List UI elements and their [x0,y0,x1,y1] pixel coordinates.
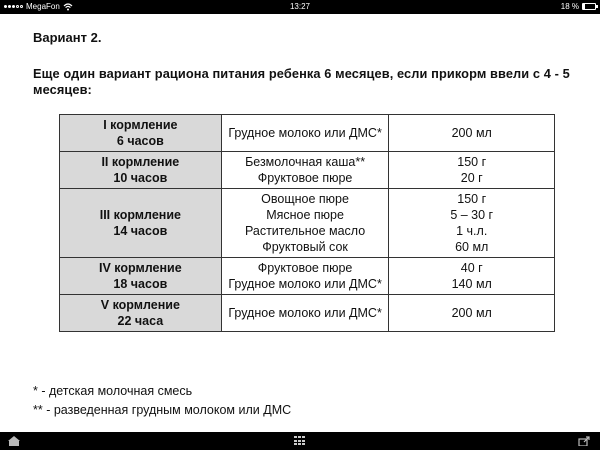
amount-cell [389,295,555,332]
food-cell-line: Растительное масло [244,224,366,238]
share-icon[interactable] [578,436,590,446]
grid-icon[interactable] [294,436,306,446]
amount-cell-line: 1 ч.л. [456,224,488,238]
status-bar [0,0,600,14]
table-row [60,295,555,332]
feeding-cell-line: IV кормление [99,261,182,275]
amount-cell [389,115,555,152]
battery-percent: 18 % [560,2,579,11]
food-cell-line: Грудное молоко или ДМС* [228,126,382,140]
feeding-cell-line: V кормление [100,298,180,312]
amount-cell-line: 200 мл [451,126,492,140]
home-icon[interactable] [8,436,20,446]
clock: 13:27 [289,2,311,11]
food-cell [221,295,389,332]
footnote: * - детская молочная смесь [33,384,193,398]
feeding-cell-line: 22 часа [117,314,164,328]
feeding-table [59,114,555,332]
amount-cell [389,189,555,258]
feeding-cell-line: II кормление [101,155,180,169]
feeding-cell-line: 10 часов [113,171,168,185]
food-cell [221,258,389,295]
food-cell [221,115,389,152]
feeding-cell-line: 14 часов [113,224,168,238]
feeding-cell [60,258,222,295]
food-cell-line: Овощное пюре [261,192,349,206]
amount-cell-line: 40 г [460,261,483,275]
amount-cell-line: 150 г [457,192,487,206]
feeding-cell [60,189,222,258]
amount-cell-line: 60 мл [455,240,489,254]
table-row [60,189,555,258]
amount-cell-line: 140 мл [451,277,492,291]
amount-cell-line: 20 г [460,171,483,185]
battery-icon [582,3,596,10]
intro-text: Еще один вариант рациона питания ребенка 6 месяцев, если прикорм ввели с 4 - 5 месяцев: [33,66,570,97]
food-cell-line: Грудное молоко или ДМС* [228,306,382,320]
document-page [0,14,600,432]
amount-cell [389,258,555,295]
footnote: ** - разведенная грудным молоком или ДМС [33,403,292,417]
food-cell [221,152,389,189]
amount-cell [389,152,555,189]
feeding-cell [60,115,222,152]
feeding-cell [60,152,222,189]
battery-area [561,2,596,11]
food-cell-line: Фруктовое пюре [257,171,353,185]
amount-cell-line: 200 мл [451,306,492,320]
food-cell-line: Безмолочная каша** [245,155,366,169]
table-row [60,115,555,152]
page-title: Вариант 2. [33,30,102,45]
feeding-cell-line: I кормление [103,118,178,132]
food-cell [221,189,389,258]
table-row [60,152,555,189]
food-cell-line: Грудное молоко или ДМС* [228,277,382,291]
feeding-cell [60,295,222,332]
feeding-cell-line: 6 часов [116,134,164,148]
amount-cell-line: 5 – 30 г [450,208,494,222]
feeding-cell-line: III кормление [99,208,181,222]
bottom-toolbar [0,432,600,450]
food-cell-line: Фруктовый сок [262,240,348,254]
feeding-cell-line: 18 часов [113,277,168,291]
food-cell-line: Мясное пюре [266,208,344,222]
table-row [60,258,555,295]
amount-cell-line: 150 г [457,155,487,169]
carrier-name: MegaFon [26,2,60,11]
footnotes [33,382,291,420]
food-cell-line: Фруктовое пюре [257,261,353,275]
